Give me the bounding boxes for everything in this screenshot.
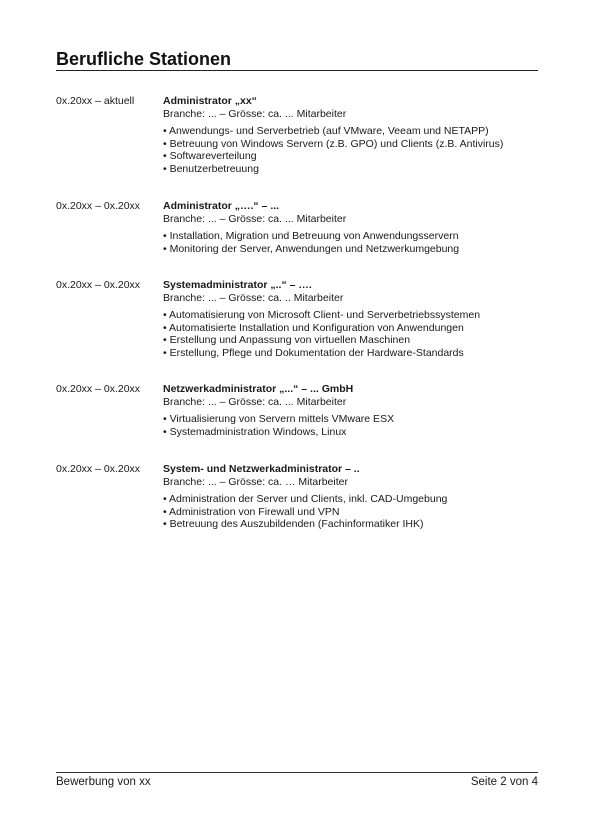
station-entry [56,95,538,200]
task-item: • Installation, Migration und Betreuung von Anwendungsservern [163,230,459,242]
task-list [163,309,538,359]
station-entry [56,463,538,531]
station-entry [56,200,538,279]
task-item: • Administration der Server und Clients, inkl. CAD-Umgebung [163,493,448,505]
task-list [163,125,538,175]
station-details [163,200,538,255]
task-item: • Administration von Firewall und VPN [163,505,340,518]
station-period: 0x.20xx – 0x.20xx [56,279,141,291]
page-number: Seite 2 von 4 [470,776,538,788]
task-item: • Automatisierung von Microsoft Client- und Serverbetriebssystemen [163,309,481,321]
task-item: • Systemadministration Windows, Linux [163,425,347,438]
task-item: • Softwareverteilung [163,150,257,162]
station-sector: Branche: ... – Grösse: ca. .. Mitarbeiter [163,292,344,304]
footer-divider [56,772,538,773]
task-item: • Automatisierte Installation und Konfiguration von Anwendungen [163,321,464,334]
task-item: • Erstellung, Pflege und Dokumentation der Hardware-Standards [163,346,464,359]
station-entry [56,383,538,463]
task-item: • Benutzerbetreuung [163,162,259,175]
task-list [163,413,538,438]
station-role: System- und Netzwerkadministrator – .. [163,463,360,475]
station-role: Systemadministrator „..“ – …. [163,279,312,291]
task-item: • Anwendungs- und Serverbetrieb (auf VMware, Veeam und NETAPP) [163,125,489,137]
station-sector: Branche: ... – Grösse: ca. ... Mitarbeiter [163,396,347,408]
task-item: • Erstellung und Anpassung von virtuellen Maschinen [163,334,411,346]
station-entry [56,279,538,383]
task-item: • Monitoring der Server, Anwendungen und Netzwerkumgebung [163,242,460,255]
station-sector: Branche: ... – Grösse: ca. ... Mitarbeiter [163,213,347,225]
station-period: 0x.20xx – 0x.20xx [56,200,141,212]
station-role: Netzwerkadministrator „...“ – ... GmbH [163,383,354,395]
station-role: Administrator „….“ – ... [163,200,280,212]
station-period: 0x.20xx – 0x.20xx [56,463,141,475]
task-list [163,230,538,255]
station-details [163,279,538,359]
station-details [163,463,538,531]
task-item: • Virtualisierung von Servern mittels VMware ESX [163,413,395,425]
station-details [163,95,538,175]
station-role: Administrator „xx“ [163,95,257,107]
career-stations [56,95,538,531]
station-details [163,383,538,438]
station-sector: Branche: ... – Grösse: ca. ... Mitarbeiter [163,108,347,120]
page-title: Berufliche Stationen [56,49,232,69]
footer-applicant: Bewerbung von xx [56,776,151,788]
title-divider [56,70,538,71]
task-list [163,493,538,531]
task-item: • Betreuung von Windows Servern (z.B. GPO) und Clients (z.B. Antivirus) [163,137,504,150]
station-period: 0x.20xx – aktuell [56,95,135,107]
station-period: 0x.20xx – 0x.20xx [56,383,141,395]
station-sector: Branche: ... – Grösse: ca. … Mitarbeiter [163,476,348,488]
task-item: • Betreuung des Auszubildenden (Fachinformatiker IHK) [163,518,424,530]
